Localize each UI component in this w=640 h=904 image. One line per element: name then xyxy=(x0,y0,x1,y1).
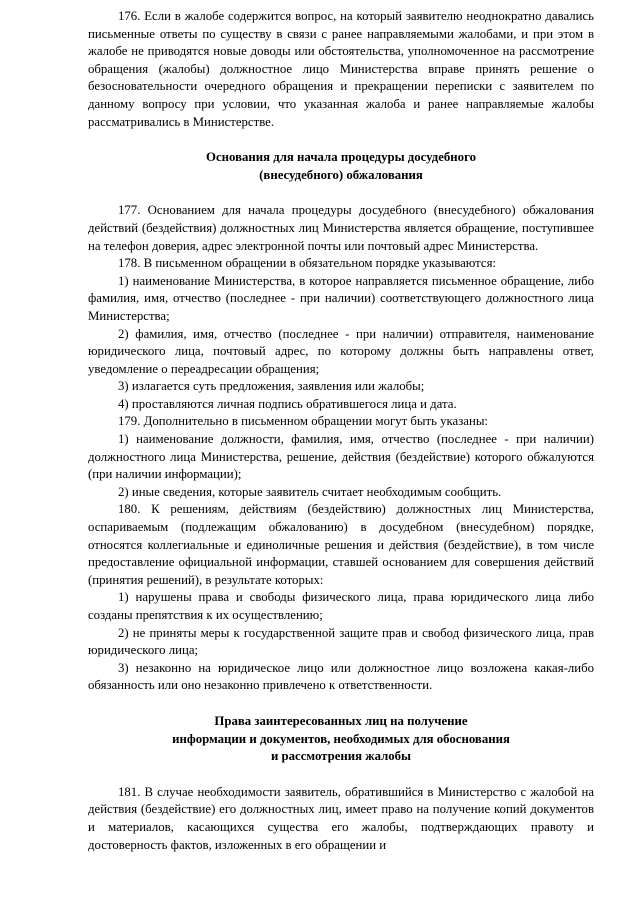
section-heading-rights-line3: и рассмотрения жалобы xyxy=(270,749,412,764)
paragraph-178: 178. В письменном обращении в обязательном порядке указываются: xyxy=(118,256,497,271)
paragraph-181: 181. В случае необходимости заявитель, обратившийся в Министерство с жалобой на действия (бездействие) его должностных лиц, имеет право на получение копий документов и материалов, касающихся существа его жалобы, подтверждающих правоту и достоверность фактов, изложенных в его обращении и xyxy=(88,784,594,852)
paragraph-180: 180. К решениям, действиям (бездействию) должностных лиц Министерства, оспариваемым (подлежащим обжалованию) в досудебном (внесудебном) порядке, относятся коллегиальные и единоличные решения и действия (бездействие), в том числе предоставление официальной информации, ставшей основанием для совершения действий (принятия решений), в результате которых: xyxy=(88,502,594,587)
paragraph-180-item-3: 3) незаконно на юридическое лицо или должностное лицо возложена какая-либо обязанность или оно незаконно привлечено к ответственности. xyxy=(88,660,594,693)
paragraph-177: 177. Основанием для начала процедуры досудебного (внесудебного) обжалования действий (бездействия) должностных лиц Министерства является обращение, поступившее на телефон доверия, адрес электронной почты или почтовый адрес Министерства. xyxy=(88,203,594,253)
paragraph-179-item-1: 1) наименование должности, фамилия, имя, отчество (последнее - при наличии) должностного лица Министерства, решение, действия (бездействие) которого обжалуются (при наличии информации); xyxy=(88,432,594,482)
section-heading-grounds-line1: Основания для начала процедуры досудебного xyxy=(206,150,476,165)
paragraph-178-item-1: 1) наименование Министерства, в которое направляется письменное обращение, либо фамилия, имя, отчество (последнее - при наличии) соответствующего должностного лица Министерства; xyxy=(88,273,594,323)
section-heading-rights-line2: информации и документов, необходимых для обоснования xyxy=(172,731,510,746)
spacer xyxy=(88,695,594,713)
document-body xyxy=(88,8,594,854)
paragraph-179-item-2: 2) иные сведения, которые заявитель считает необходимым сообщить. xyxy=(118,484,502,499)
spacer xyxy=(88,184,594,202)
section-heading-rights-line1: Права заинтересованных лиц на получение xyxy=(214,713,468,728)
paragraph-178-item-3: 3) излагается суть предложения, заявления или жалобы; xyxy=(118,379,425,394)
paragraph-178-item-2: 2) фамилия, имя, отчество (последнее - при наличии) отправителя, наименование юридического лица, почтовый адрес, по которому должны быть направлены ответ, уведомление о переадресации обращения; xyxy=(88,326,594,376)
spacer xyxy=(88,766,594,784)
paragraph-179: 179. Дополнительно в письменном обращении могут быть указаны: xyxy=(118,414,488,429)
section-heading-grounds-line2: (внесудебного) обжалования xyxy=(259,167,423,182)
paragraph-180-item-1: 1) нарушены права и свободы физического лица, права юридического лица либо созданы препятствия к их осуществлению; xyxy=(88,590,594,622)
spacer xyxy=(88,131,594,149)
paragraph-176: 176. Если в жалобе содержится вопрос, на который заявителю неоднократно давались письменные ответы по существу в связи с ранее направляемыми жалобами, и при этом в жалобе не приводятся новые доводы или обстоятельства, уполномоченное на рассмотрение обращения (жалобы) должностное лицо Министерства вправе принять решение о безосновательности очередного обращения и прекращении переписки с заявителем по данному вопросу при условии, что указанная жалоба и ранее направляемые жалобы рассматривались в Министерстве. xyxy=(88,9,594,129)
paragraph-178-item-4: 4) проставляются личная подпись обратившегося лица и дата. xyxy=(118,396,457,411)
paragraph-180-item-2: 2) не приняты меры к государственной защите прав и свобод физического лица, прав юридического лица; xyxy=(88,625,594,658)
